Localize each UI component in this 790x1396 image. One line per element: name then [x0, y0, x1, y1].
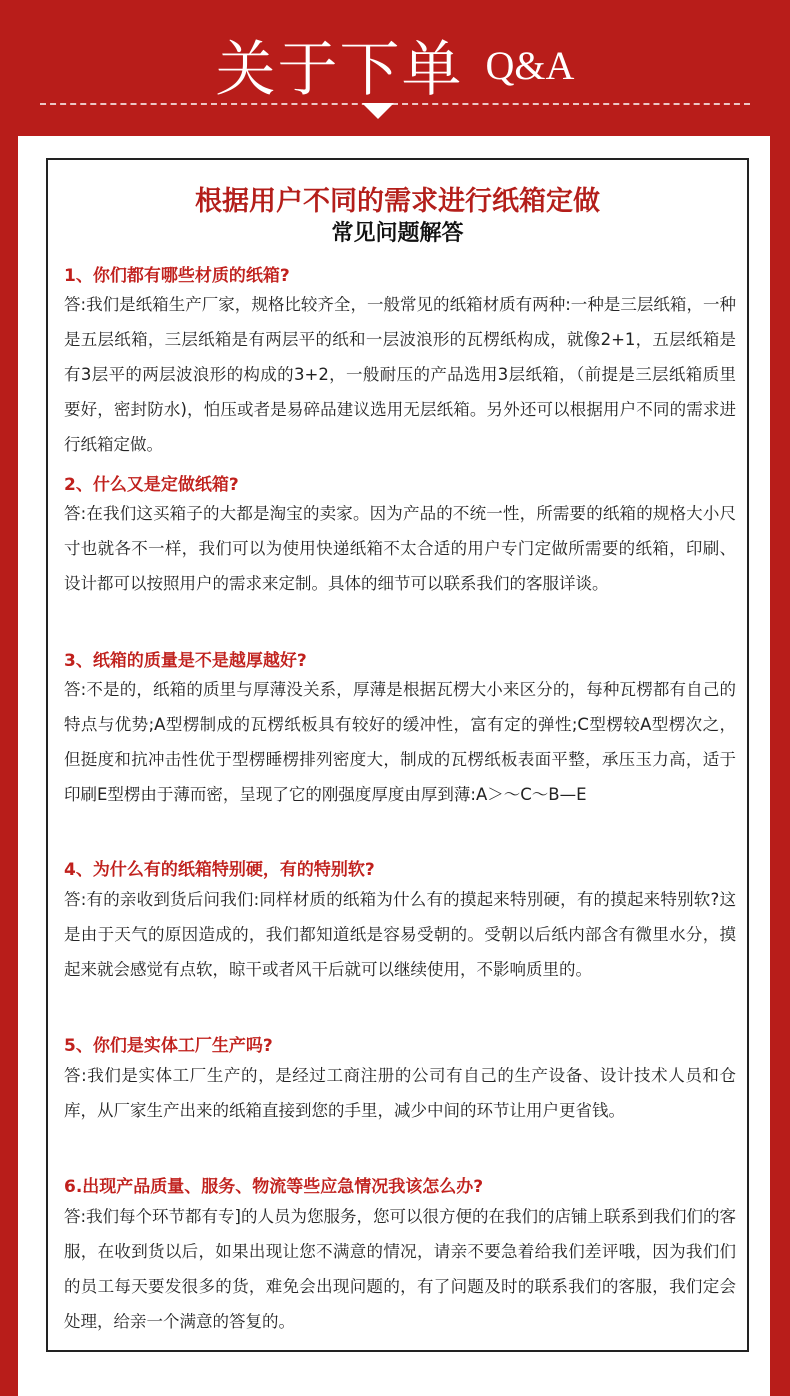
header-title: [0, 22, 790, 108]
header-title-cn: 关于下单: [215, 35, 464, 105]
header-banner: [0, 0, 790, 136]
faq-answer-5: 答:我们是实体工厂生产的，是经过工商注册的公司有自己的生产设备、设计技术人员和仓库，从厂家生产出来的纸箱直接到您的手里，减少中间的环节让用户更省钱。: [64, 1066, 736, 1120]
header-title-en: Q&A: [485, 42, 575, 88]
faq-question-5: 5、你们是实体工厂生产吗?: [64, 1036, 273, 1056]
faq-question-6: 6.出现产品质量、服务、物流等些应急情况我该怎么办?: [64, 1177, 484, 1197]
faq-question-1: 1、你们都有哪些材质的纸箱?: [64, 266, 290, 286]
faq-answer-3: 答:不是的，纸箱的质里与厚薄没关系，厚薄是根据瓦楞大小来区分的，每种瓦楞都有自己的特点与优势;A型楞制成的瓦楞纸板具有较好的缓冲性，富有定的弹性;C型楞较A型楞次之，但挺度和抗冲击性优于型楞睡楞排列密度大，制成的瓦楞纸板表面平整，承压玉力高，适于印刷E型楞由于薄而密，呈现了它的刚强度厚度由厚到薄:A＞～C～B—E: [64, 680, 736, 804]
faq-answer-6: 答:我们每个环节都有专]的人员为您服务，您可以很方便的在我们的店铺上联系到我们们的客服，在收到货以后，如果出现让您不满意的情况，请亲不要急着给我们差评哦，因为我们们的员工每天要发很多的货，难免会出现问题的，有了问题及时的联系我们的客服，我们定会处理，给亲一个满意的答复的。: [64, 1207, 736, 1331]
faq-box: [46, 158, 749, 1352]
faq-question-4: 4、为什么有的纸箱特别硬，有的特别软?: [64, 860, 375, 880]
down-triangle-icon: [362, 103, 394, 119]
faq-answer-2: 答:在我们这买箱子的大都是淘宝的卖家。因为产品的不统一性，所需要的纸箱的规格大小尺寸也就各不一样，我们可以为使用快递纸箱不太合适的用户专门定做所需要的纸箱，印刷、设计都可以按照用户的需求来定制。具体的细节可以联系我们的客服详谈。: [64, 504, 736, 593]
faq-title: 根据用户不同的需求进行纸箱定做: [195, 186, 600, 217]
faq-question-2: 2、什么又是定做纸箱?: [64, 475, 239, 495]
faq-answer-1: 答:我们是纸箱生产厂家，规格比较齐全，一般常见的纸箱材质有两种:一种是三层纸箱，一种是五层纸箱，三层纸箱是有两层平的纸和一层波浪形的瓦楞纸构成，就像2+1，五层纸箱是有3层平的两层波浪形的构成的3+2，一般耐压的产品选用3层纸箱，（前提是三层纸箱质里要好，密封防水)，怕压或者是易碎品建议选用无层纸箱。另外还可以根据用户不同的需求进行纸箱定做。: [64, 295, 736, 454]
header-divider: [40, 103, 750, 105]
faq-question-3: 3、纸箱的质量是不是越厚越好?: [64, 651, 307, 671]
faq-answer-4: 答:有的亲收到货后问我们:同样材质的纸箱为什么有的摸起来特別硬，有的摸起来特别软?这是由于天气的原因造成的，我们都知道纸是容易受朝的。受朝以后纸内部含有微里水分，摸起来就会感觉有点软，晾干或者风干后就可以继续使用，不影响质里的。: [64, 890, 736, 979]
faq-subtitle: 常见问题解答: [331, 221, 464, 246]
